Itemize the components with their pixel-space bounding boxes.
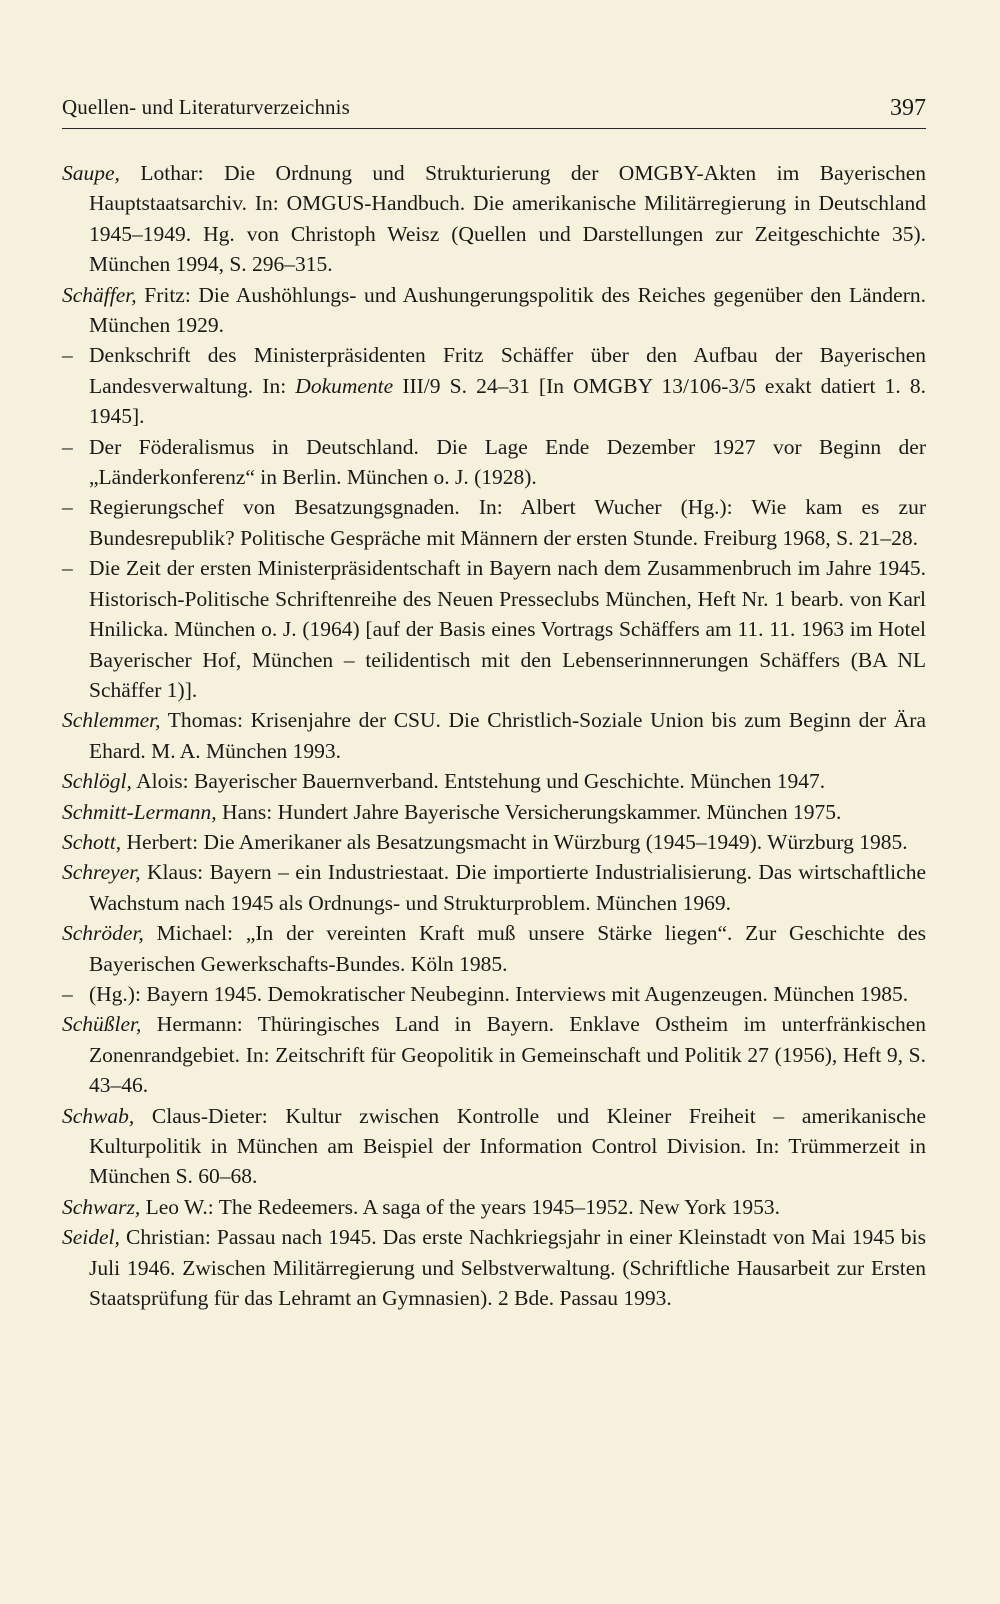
entry-dash: – [62, 434, 73, 459]
bibliography-entry-schreyer [62, 857, 926, 918]
entry-text: Hermann: Thüringisches Land in Bayern. Enklave Ostheim im unterfränkischen Zonenrandgebiet. In: Zeitschrift für Geopolitik in Gemeinschaft und Politik 27 (1956), Heft 9, S. 43–46. [89, 1012, 926, 1098]
bibliography-list [62, 158, 926, 1313]
entry-author: Schreyer, [62, 860, 141, 885]
bibliography-entry-schott [62, 827, 926, 857]
entry-text: Leo W.: The Redeemers. A saga of the years 1945–1952. New York 1953. [140, 1194, 780, 1219]
bibliography-entry-schaeffer [62, 280, 926, 341]
entry-text: Regierungschef von Besatzungsgnaden. In: Albert Wucher (Hg.): Wie kam es zur Bundesrepublik? Politische Gespräche mit Männern der ersten Stunde. Freiburg 1968, S. 21–28. [89, 495, 926, 550]
entry-dash: – [62, 343, 73, 368]
bibliography-entry-schmitt-lermann [62, 797, 926, 827]
entry-author: Seidel, [62, 1225, 120, 1250]
bibliography-entry-schwarz [62, 1192, 926, 1222]
page-number: 397 [890, 95, 926, 121]
bibliography-subentry [62, 979, 926, 1009]
entry-italic-title: Dokumente [295, 373, 394, 398]
bibliography-entry-saupe [62, 158, 926, 280]
entry-author: Saupe, [62, 161, 120, 185]
entry-author: Schott, [62, 829, 122, 854]
entry-text: Denkschrift des Ministerpräsidenten Fritz Schäffer über den Aufbau der Bayerischen Landesverwaltung. In: [89, 343, 926, 398]
entry-text: Thomas: Krisenjahre der CSU. Die Christlich-Soziale Union bis zum Beginn der Ära Ehard. M. A. München 1993. [89, 708, 926, 763]
entry-text: Die Zeit der ersten Ministerpräsidentschaft in Bayern nach dem Zusammenbruch im Jahre 1945. Historisch-Politische Schriftenreihe des Neuen Presseclubs München, Heft Nr. 1 bearb. von Karl Hnilicka. München o. J. (1964) [auf der Basis eines Vortrags Schäffers am 11. 11. 1963 im Hotel Bayerischer Hof, München – teilidentisch mit den Lebenserinnnerungen Schäffers (BA NL Schäffer 1)]. [89, 556, 926, 702]
bibliography-entry-schroeder [62, 918, 926, 979]
entry-author: Schwarz, [62, 1194, 141, 1219]
entry-dash: – [62, 981, 73, 1006]
entry-text: Herbert: Die Amerikaner als Besatzungsmacht in Würzburg (1945–1949). Würzburg 1985. [121, 829, 908, 854]
bibliography-entry-seidel [62, 1222, 926, 1313]
bibliography-subentry [62, 432, 926, 493]
entry-author: Schlögl, [62, 769, 132, 794]
entry-author: Schäffer, [62, 282, 137, 307]
bibliography-subentry [62, 553, 926, 705]
entry-author: Schüßler, [62, 1012, 142, 1037]
entry-text: Christian: Passau nach 1945. Das erste Nachkriegsjahr in einer Kleinstadt von Mai 1945 bis Juli 1946. Zwischen Militärregierung und Selbstverwaltung. (Schriftliche Hausarbeit zur Ersten Staatsprüfung für das Lehramt an Gymnasien). 2 Bde. Passau 1993. [89, 1225, 926, 1311]
entry-text: Der Föderalismus in Deutschland. Die Lage Ende Dezember 1927 vor Beginn der „Länderkonferenz“ in Berlin. München o. J. (1928). [89, 434, 926, 490]
entry-text: III/9 S. 24–31 [In OMGBY 13/106-3/5 exakt datiert 1. 8. 1945]. [89, 373, 926, 429]
entry-text: Klaus: Bayern – ein Industriestaat. Die importierte Industrialisierung. Das wirtschaftliche Wachstum nach 1945 als Ordnungs- und Strukturproblem. München 1969. [89, 860, 926, 915]
entry-text: Alois: Bayerischer Bauernverband. Entstehung und Geschichte. München 1947. [131, 769, 826, 794]
running-title: Quellen- und Literaturverzeichnis [62, 95, 350, 119]
entry-text: (Hg.): Bayern 1945. Demokratischer Neubeginn. Interviews mit Augenzeugen. München 1985. [89, 981, 909, 1006]
entry-text: Lothar: Die Ordnung und Strukturierung der OMGBY-Akten im Bayerischen Hauptstaatsarchiv. In: OMGUS-Handbuch. Die amerikanische Militärregierung in Deutschland 1945–1949. Hg. von Christoph Weisz (Quellen und Darstellungen zur Zeitgeschichte 35). München 1994, S. 296–315. [89, 161, 926, 277]
bibliography-subentry [62, 340, 926, 431]
entry-dash: – [62, 556, 73, 581]
bibliography-subentry [62, 492, 926, 553]
entry-text: Fritz: Die Aushöhlungs- und Aushungerungspolitik des Reiches gegenüber den Ländern. München 1929. [89, 282, 926, 338]
entry-dash: – [62, 495, 73, 520]
page-header [62, 88, 926, 129]
entry-author: Schwab, [62, 1103, 135, 1128]
entry-text: Hans: Hundert Jahre Bayerische Versicherungskammer. München 1975. [216, 799, 842, 824]
entry-author: Schlemmer, [62, 708, 161, 733]
entry-author: Schmitt-Lermann, [62, 799, 217, 824]
bibliography-entry-schlemmer [62, 705, 926, 766]
entry-text: Michael: „In der vereinten Kraft muß unsere Stärke liegen“. Zur Geschichte des Bayerischen Gewerkschafts-Bundes. Köln 1985. [89, 921, 926, 976]
entry-text: Claus-Dieter: Kultur zwischen Kontrolle und Kleiner Freiheit – amerikanische Kulturpolitik in München am Beispiel der Information Control Division. In: Trümmerzeit in München S. 60–68. [89, 1103, 926, 1189]
bibliography-entry-schuessler [62, 1009, 926, 1100]
entry-author: Schröder, [62, 921, 144, 946]
bibliography-entry-schwab [62, 1101, 926, 1192]
bibliography-entry-schloegl [62, 766, 926, 796]
